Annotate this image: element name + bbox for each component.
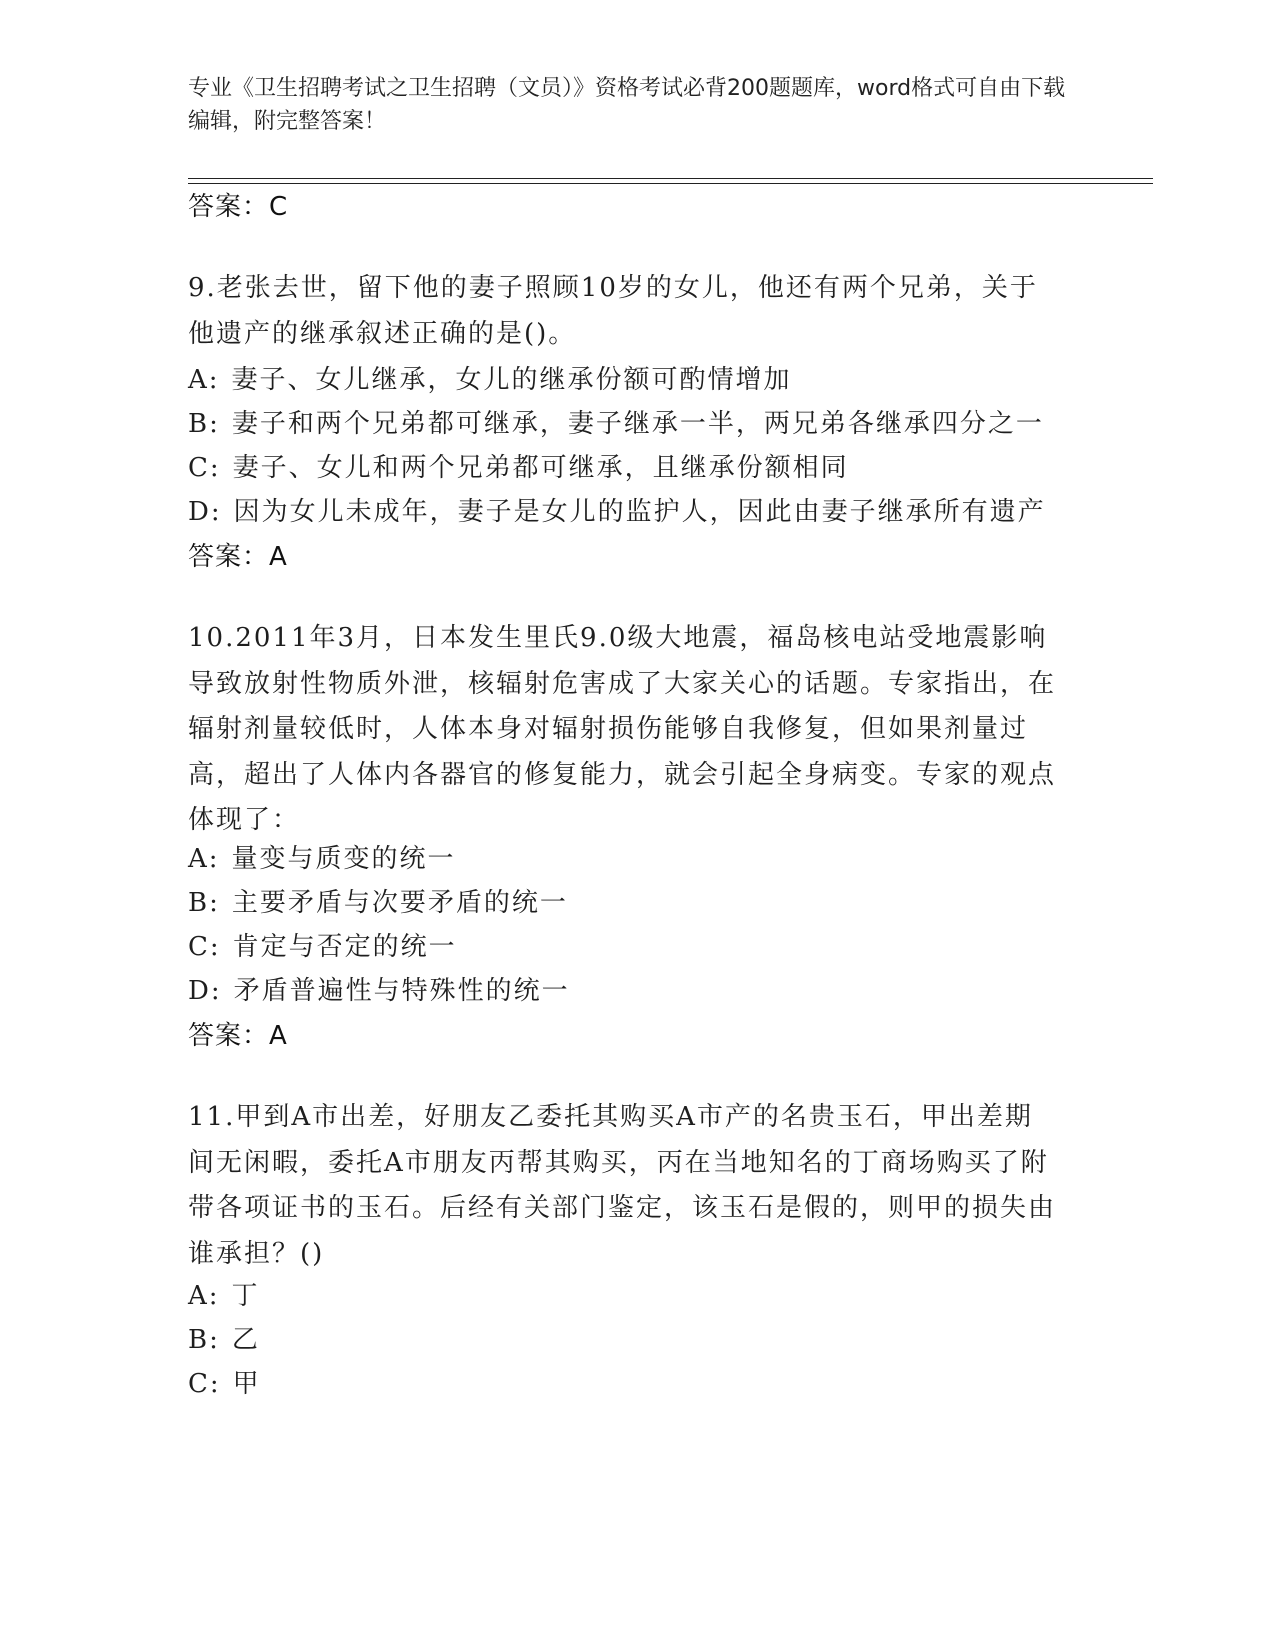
option-letter: C:	[188, 932, 221, 962]
option-letter: B:	[188, 1325, 220, 1355]
option-text: 因为女儿未成年，妻子是女儿的监护人，因此由妻子继承所有遗产	[233, 497, 1046, 527]
option-letter: A:	[188, 1281, 220, 1311]
option-text: 乙	[231, 1325, 260, 1355]
option-text: 主要矛盾与次要矛盾的统一	[231, 888, 568, 918]
option-b	[188, 882, 568, 919]
header-rule-bottom	[188, 183, 1153, 184]
option-letter: B:	[188, 888, 220, 918]
option-letter: A:	[188, 365, 220, 395]
option-c	[188, 447, 849, 484]
option-b	[188, 403, 1044, 440]
option-letter: A:	[188, 844, 220, 874]
option-letter: B:	[188, 409, 220, 439]
option-d	[188, 491, 1046, 528]
question-stem: 9.老张去世，留下他的妻子照顾10岁的女儿，他还有两个兄弟，关于他遗产的继承叙述正确的是()。	[188, 273, 1038, 349]
option-text: 量变与质变的统一	[231, 844, 456, 874]
option-a	[188, 838, 456, 875]
option-a	[188, 1275, 260, 1312]
option-letter: C:	[188, 1369, 221, 1399]
option-b	[188, 1319, 260, 1356]
option-text: 甲	[232, 1369, 261, 1399]
option-text: 妻子和两个兄弟都可继承，妻子继承一半，两兄弟各继承四分之一	[231, 409, 1044, 439]
option-text: 矛盾普遍性与特殊性的统一	[233, 976, 570, 1006]
option-a	[188, 359, 792, 396]
option-letter: D:	[188, 976, 222, 1006]
option-text: 妻子、女儿继承，女儿的继承份额可酌情增加	[231, 365, 792, 395]
answer-line: 答案：A	[188, 1021, 288, 1051]
option-text: 丁	[231, 1281, 260, 1311]
question-stem: 10.2011年3月，日本发生里氏9.0级大地震，福岛核电站受地震影响导致放射性物质外泄，核辐射危害成了大家关心的话题。专家指出，在辐射剂量较低时，人体本身对辐射损伤能够自我修复，但如果剂量过高，超出了人体内各器官的修复能力，就会引起全身病变。专家的观点体现了：	[188, 623, 1057, 835]
answer-line: 答案：A	[188, 542, 288, 572]
option-text: 肯定与否定的统一	[232, 932, 457, 962]
document-header: 专业《卫生招聘考试之卫生招聘（文员）》资格考试必背200题题库，word格式可自由下载编辑，附完整答案！	[188, 76, 1066, 134]
answer-line: 答案：C	[188, 192, 289, 222]
question-stem: 11.甲到A市出差，好朋友乙委托其购买A市产的名贵玉石，甲出差期间无闲暇，委托A市朋友丙帮其购买，丙在当地知名的丁商场购买了附带各项证书的玉石。后经有关部门鉴定，该玉石是假的，则甲的损失由谁承担？()	[188, 1102, 1057, 1269]
option-c	[188, 1363, 261, 1400]
option-text: 妻子、女儿和两个兄弟都可继承，且继承份额相同	[232, 453, 849, 483]
option-c	[188, 926, 457, 963]
option-d	[188, 970, 570, 1007]
header-rule-top	[188, 178, 1153, 179]
option-letter: D:	[188, 497, 222, 527]
option-letter: C:	[188, 453, 221, 483]
